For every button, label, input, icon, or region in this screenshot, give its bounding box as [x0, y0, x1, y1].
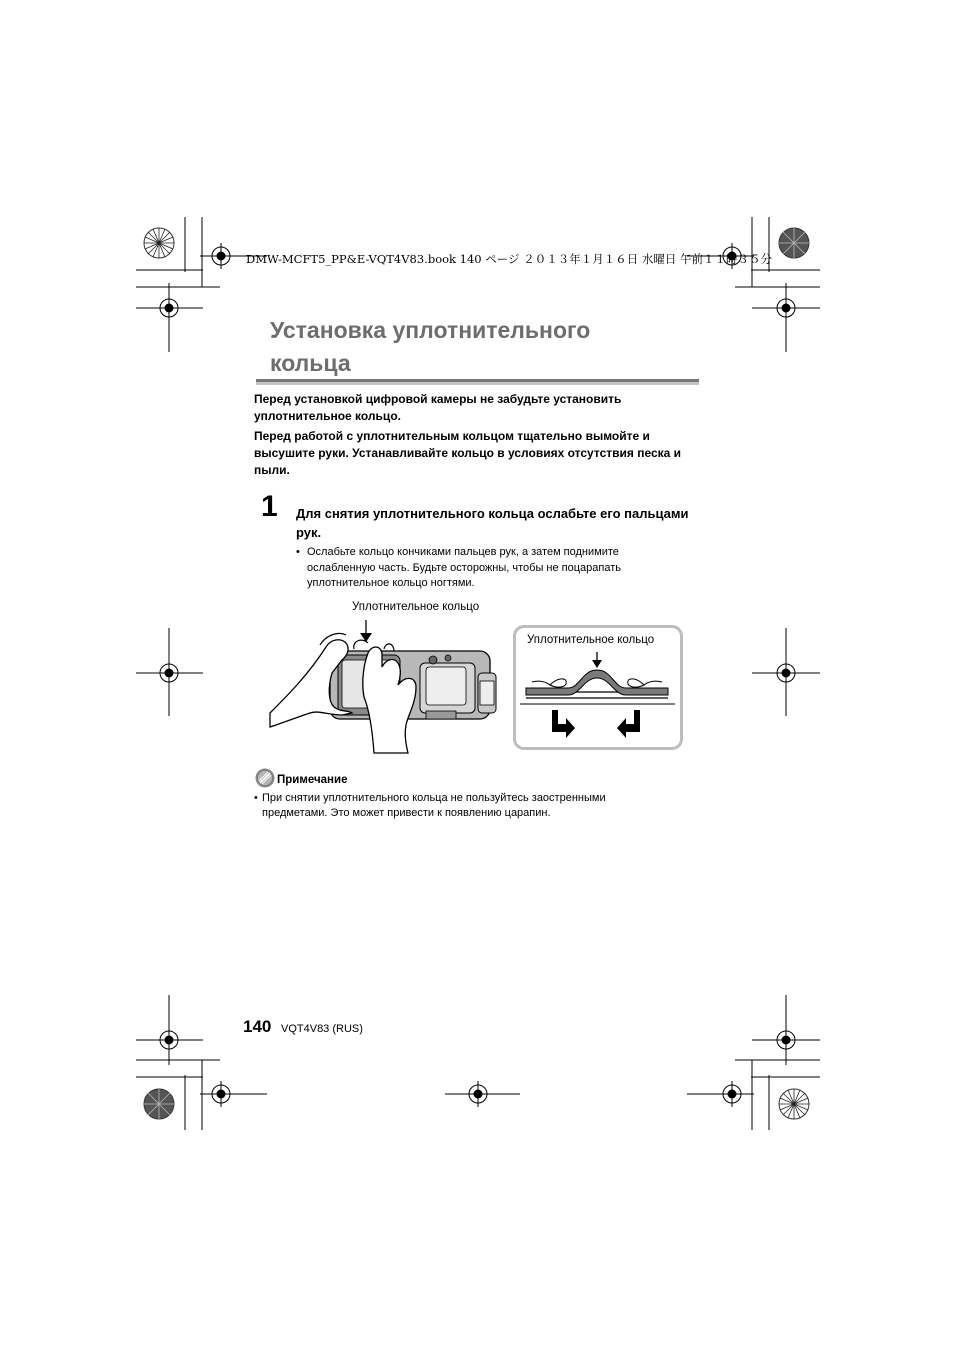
camera-hands-illustration [268, 615, 508, 755]
bullet-symbol: • [254, 792, 258, 804]
note-icon [255, 768, 275, 788]
intro-paragraph-2: Перед работой с уплотнительным кольцом тщательно вымойте и высушите руки. Устанавливайте кольцо в условиях отсутствия песка и пыли. [254, 429, 682, 477]
arrow-right-down-icon [552, 710, 575, 738]
step-instruction: Для снятия уплотнительного кольца ослабьте его пальцами рук. [296, 506, 689, 540]
figure-caption-right: Уплотнительное кольцо [527, 634, 655, 646]
ring-detail-diagram [520, 650, 675, 740]
step-number: 1 [261, 490, 278, 523]
doc-code: VQT4V83 (RUS) [281, 1023, 363, 1035]
intro-paragraph-1: Перед установкой цифровой камеры не забудьте установить уплотнительное кольцо. [254, 392, 622, 423]
step-bullet-text: Ослабьте кольцо кончиками пальцев рук, а затем поднимите ослабленную часть. Будьте осторожны, чтобы не поцарапать уплотнительное кольцо ногтями. [307, 546, 621, 589]
title-rule-shadow [256, 382, 699, 385]
arrow-left-down-icon [617, 710, 640, 738]
note-heading: Примечание [277, 774, 348, 786]
arrow-down-icon [592, 660, 602, 668]
fingertip-left [550, 679, 566, 687]
note-text: При снятии уплотнительного кольца не пользуйтесь заостренными предметами. Это может привести к появлению царапин. [262, 792, 606, 819]
figure-caption-left: Уплотнительное кольцо [352, 601, 480, 613]
page-title-line1: Установка уплотнительного [270, 317, 591, 343]
page-title-line2: кольца [270, 350, 351, 376]
fingertip-right [628, 679, 644, 687]
file-header: DMW-MCFT5_PP&E-VQT4V83.book 140 ページ ２０１３年１月１６日 水曜日 午前１１時３５分 [246, 252, 773, 266]
page-title [270, 314, 710, 380]
page-number: 140 [243, 1017, 272, 1036]
bullet-symbol: • [296, 546, 300, 558]
